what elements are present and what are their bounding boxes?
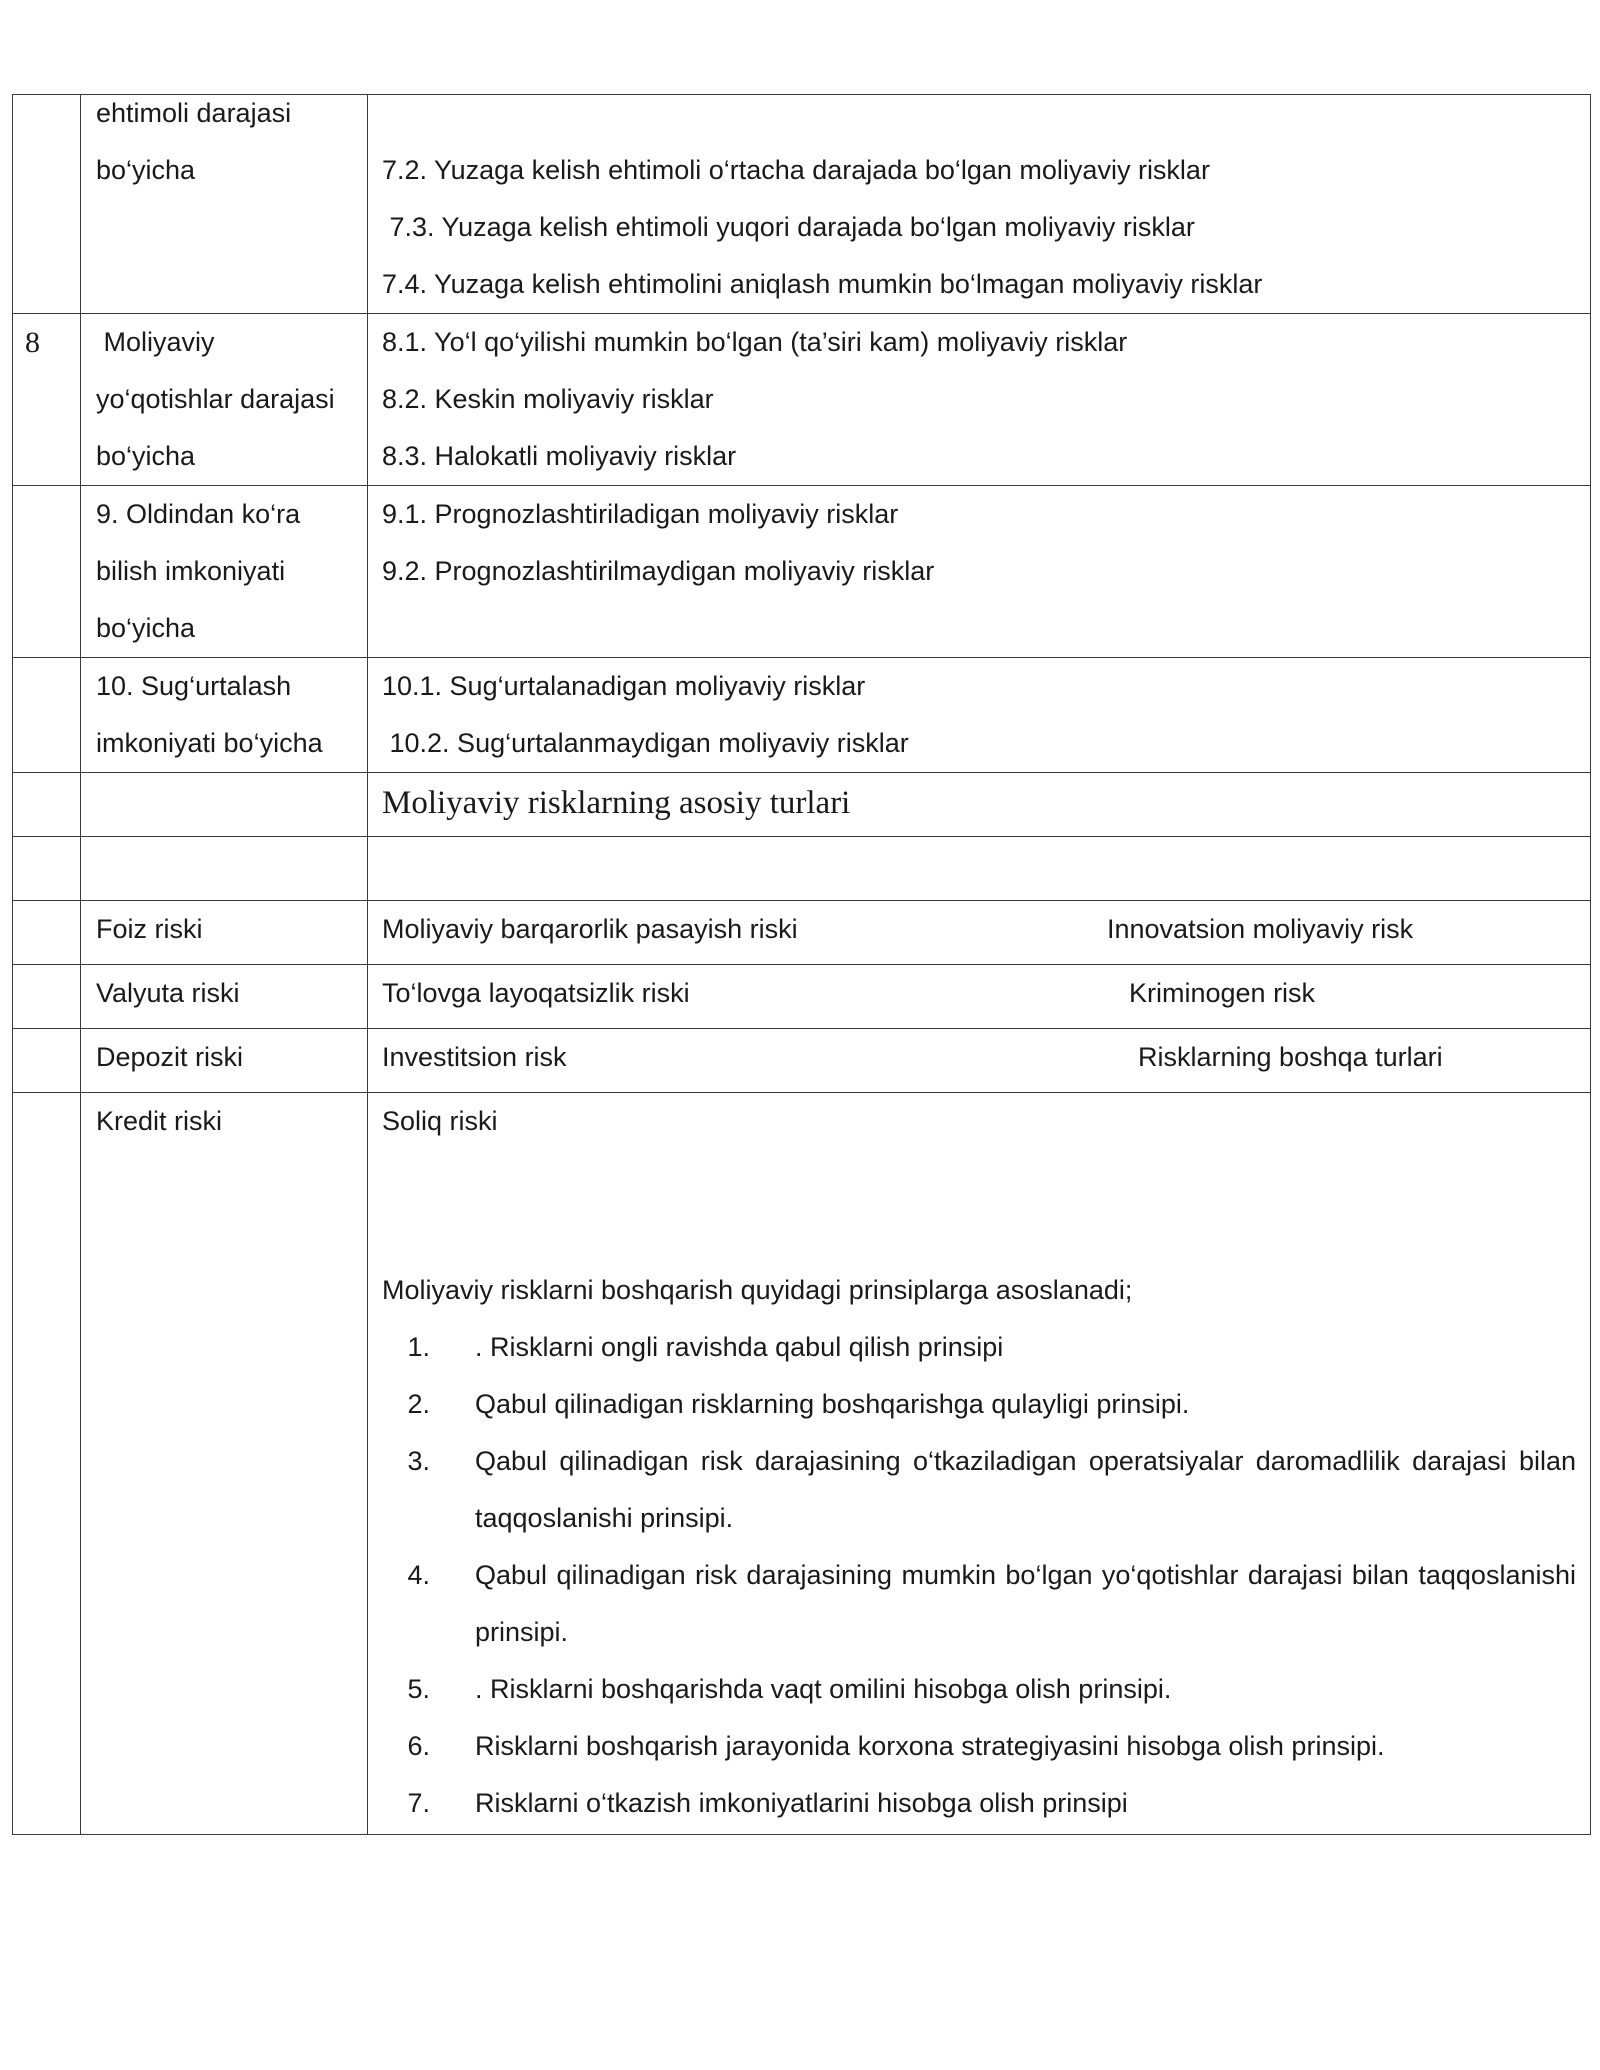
item-text: 8.1. Yo‘l qo‘yilishi mumkin bo‘lgan (ta’siri kam) moliyaviy risklar xyxy=(382,327,1128,357)
risk-type: Depozit riski xyxy=(96,1042,244,1072)
principles-cell xyxy=(368,1093,1591,1835)
item-text: 9.1. Prognozlashtiriladigan moliyaviy risklar xyxy=(382,499,899,529)
list-item xyxy=(382,1775,1576,1832)
item-text: 7.3. Yuzaga kelish ehtimoli yuqori darajada bo‘lgan moliyaviy risklar xyxy=(382,212,1195,242)
row-number-cell xyxy=(13,486,81,658)
items-cell xyxy=(368,314,1591,486)
risk-classification-table xyxy=(12,94,1591,1835)
risk-type-cell xyxy=(368,965,1591,1029)
list-item xyxy=(382,1718,1576,1775)
types-heading: Moliyaviy risklarning asosiy turlari xyxy=(382,785,851,821)
empty-row xyxy=(13,837,1591,901)
principles-row xyxy=(13,1093,1591,1835)
risk-type-cell xyxy=(81,1029,368,1093)
row-number-cell xyxy=(13,773,81,837)
item-text: 7.4. Yuzaga kelish ehtimolini aniqlash mumkin bo‘lmagan moliyaviy risklar xyxy=(382,269,1263,299)
items-cell xyxy=(368,486,1591,658)
list-item xyxy=(382,1376,1576,1433)
list-number: 7. xyxy=(407,1788,430,1818)
list-number: 5. xyxy=(407,1674,430,1704)
risk-type: Foiz riski xyxy=(96,914,203,944)
criterion-line: bo‘yicha xyxy=(96,441,196,471)
principles-intro: Moliyaviy risklarni boshqarish quyidagi prinsiplarga asoslanadi; xyxy=(382,1275,1133,1305)
list-number: 4. xyxy=(407,1560,430,1590)
principle-text: Qabul qilinadigan risk darajasining mumkin bo‘lgan yo‘qotishlar darajasi bilan taqqoslanishi prinsipi. xyxy=(475,1560,1576,1647)
risk-type: Investitsion risk xyxy=(382,1042,567,1072)
criterion-line: bilish imkoniyati xyxy=(96,556,286,586)
row-number-cell xyxy=(13,901,81,965)
document-page xyxy=(12,94,1591,1835)
list-item xyxy=(382,1661,1576,1718)
risk-type-cell xyxy=(368,901,1591,965)
risk-type-cell xyxy=(81,901,368,965)
risk-type-cell xyxy=(81,1093,368,1835)
criterion-cell xyxy=(81,658,368,773)
item-text: 10.1. Sug‘urtalanadigan moliyaviy risklar xyxy=(382,671,866,701)
risk-types-row xyxy=(13,1029,1591,1093)
principle-text: Qabul qilinadigan risk darajasining o‘tkaziladigan operatsiyalar daromadlilik darajasi bilan taqqoslanishi prinsipi. xyxy=(475,1446,1576,1533)
risk-type-cell xyxy=(81,965,368,1029)
list-number: 3. xyxy=(407,1446,430,1476)
item-text: 9.2. Prognozlashtirilmaydigan moliyaviy risklar xyxy=(382,556,935,586)
criterion-line: Moliyaviy xyxy=(96,327,215,357)
principles-list xyxy=(382,1319,1576,1832)
item-text: 7.2. Yuzaga kelish ehtimoli o‘rtacha darajada bo‘lgan moliyaviy risklar xyxy=(382,155,1210,185)
row-number: 8 xyxy=(25,326,40,359)
table-row-10 xyxy=(13,658,1591,773)
row-number-cell xyxy=(13,965,81,1029)
table-row-8 xyxy=(13,314,1591,486)
item-text: 10.2. Sug‘urtalanmaydigan moliyaviy risklar xyxy=(382,728,909,758)
principle-text: . Risklarni ongli ravishda qabul qilish prinsipi xyxy=(475,1332,1004,1362)
principle-text: Risklarni o‘tkazish imkoniyatlarini hisobga olish prinsipi xyxy=(475,1788,1128,1818)
criterion-line: bo‘yicha xyxy=(96,155,196,185)
risk-types-row xyxy=(13,965,1591,1029)
types-heading-row xyxy=(13,773,1591,837)
risk-type: Innovatsion moliyaviy risk xyxy=(1107,914,1414,944)
risk-type: Kredit riski xyxy=(96,1106,223,1136)
risk-type: Valyuta riski xyxy=(96,978,240,1008)
criterion-line: imkoniyati bo‘yicha xyxy=(96,728,323,758)
criterion-line: 10. Sug‘urtalash xyxy=(96,671,292,701)
risk-type: Risklarning boshqa turlari xyxy=(1138,1042,1443,1072)
row-number-cell xyxy=(13,1029,81,1093)
empty-cell xyxy=(81,773,368,837)
row-number-cell xyxy=(13,658,81,773)
criterion-line: ehtimoli darajasi xyxy=(96,98,292,128)
list-item xyxy=(382,1433,1576,1547)
risk-type: Kriminogen risk xyxy=(1129,978,1316,1008)
table-row-7 xyxy=(13,95,1591,314)
table-row-9 xyxy=(13,486,1591,658)
principle-text: . Risklarni boshqarishda vaqt omilini hisobga olish prinsipi. xyxy=(475,1674,1172,1704)
items-cell xyxy=(368,95,1591,314)
row-number-cell xyxy=(13,95,81,314)
heading-cell xyxy=(368,773,1591,837)
risk-types-row xyxy=(13,901,1591,965)
empty-cell xyxy=(81,837,368,901)
criterion-cell xyxy=(81,95,368,314)
list-item xyxy=(382,1547,1576,1661)
risk-type: To‘lovga layoqatsizlik riski xyxy=(382,978,690,1008)
list-number: 1. xyxy=(407,1332,430,1362)
risk-type: Soliq riski xyxy=(382,1106,498,1136)
criterion-line: bo‘yicha xyxy=(96,613,196,643)
empty-cell xyxy=(368,837,1591,901)
row-number-cell xyxy=(13,1093,81,1835)
criterion-cell xyxy=(81,314,368,486)
item-text: 8.2. Keskin moliyaviy risklar xyxy=(382,384,714,414)
list-number: 2. xyxy=(407,1389,430,1419)
item-text: 8.3. Halokatli moliyaviy risklar xyxy=(382,441,737,471)
list-item xyxy=(382,1319,1576,1376)
principle-text: Risklarni boshqarish jarayonida korxona strategiyasini hisobga olish prinsipi. xyxy=(475,1731,1385,1761)
empty-cell xyxy=(13,837,81,901)
principle-text: Qabul qilinadigan risklarning boshqarishga qulayligi prinsipi. xyxy=(475,1389,1190,1419)
list-number: 6. xyxy=(407,1731,430,1761)
risk-type: Moliyaviy barqarorlik pasayish riski xyxy=(382,914,798,944)
criterion-cell xyxy=(81,486,368,658)
risk-type-cell xyxy=(368,1029,1591,1093)
row-number-cell xyxy=(13,314,81,486)
items-cell xyxy=(368,658,1591,773)
criterion-line: 9. Oldindan ko‘ra xyxy=(96,499,301,529)
criterion-line: yo‘qotishlar darajasi xyxy=(96,384,335,414)
